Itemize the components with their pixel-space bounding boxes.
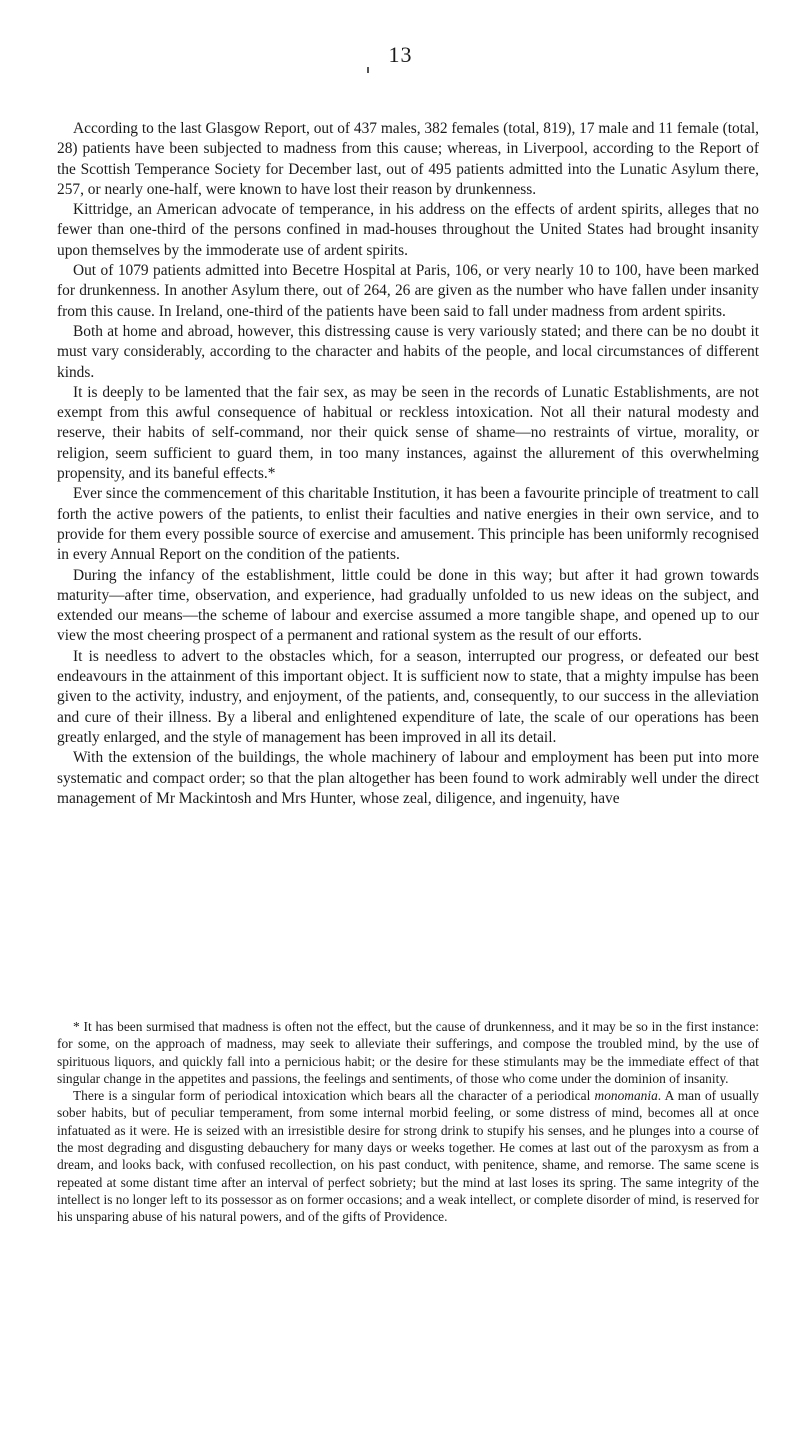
- stray-ink-mark: [367, 67, 369, 73]
- paragraph-glasgow-report: According to the last Glasgow Report, out of 437 males, 382 females (total, 819), 17 male and 11 female (total, 28) patients have been subjected to madness from this cause; whereas, in Liverpool, according to the Report of the Scottish Temperance Society for December last, out of 495 patients admitted into the Lunatic Asylum there, 257, or nearly one-half, were known to have lost their reason by drunkenness.: [57, 120, 759, 198]
- footnote-paragraph-1: * It has been surmised that madness is often not the effect, but the cause of drunkenness, and it may be so in the first instance: for some, on the approach of madness, may seek to alleviate their sufferings, and compose the troubled mind, by the use of spirituous liquors, and quickly fall into a pernicious habit; or the desire for these stimulants may be the immediate effect of that singular change in the appetites and passions, the feelings and sentiments, of those who come under the dominion of insanity.: [57, 1019, 759, 1086]
- footnote-text-before: There is a singular form of periodical intoxication which bears all the character of a periodical: [73, 1088, 595, 1104]
- paragraph-institution-principle: Ever since the commencement of this charitable Institution, it has been a favourite principle of treatment to call forth the active powers of the patients, to enlist their faculties and native energies in their own service, and to provide for them every possible source of exercise and amusement. This principle has been uniformly recognised in every Annual Report on the condition of the patients.: [57, 485, 759, 564]
- main-text: [57, 119, 759, 809]
- footnote-text-after: . A man of usually sober habits, but of peculiar temperament, from some internal morbid feeling, or some distress of mind, becomes all at once infatuated as it were. He is seized with an irresistible desire for strong drink to stupify his senses, and he plunges into a course of the most degrading and disgusting debauchery for many days or weeks together. He comes at last out of the paroxysm as from a dream, and looks back, with confused recollection, on his past conduct, with penitence, shame, and remorse. The same scene is repeated at some distant time after an interval of perfect sobriety; but the mind at last loses its spring. The same integrity of the intellect is no longer left to its possessor as on former occasions; and a weak intellect, or complete disorder of mind, is reserved for his unsparing abuse of his natural powers, and of the gifts of Providence.: [57, 1088, 759, 1225]
- paragraph-buildings-extension: With the extension of the buildings, the whole machinery of labour and employment has been put into more systematic and compact order; so that the plan altogether has been found to work admirably well under the direct management of Mr Mackintosh and Mrs Hunter, whose zeal, diligence, and ingenuity, have: [57, 749, 759, 807]
- paragraph-infancy: During the infancy of the establishment, little could be done in this way; but after it had grown towards maturity—after time, observation, and experience, had gradually unfolded to us new ideas on the subject, and extended our means—the scheme of labour and exercise assumed a more tangible shape, and opened up to our view the most cheering prospect of a permanent and rational system as the result of our efforts.: [57, 566, 759, 645]
- paragraph-obstacles: It is needless to advert to the obstacles which, for a season, interrupted our progress, or defeated our best endeavours in the attainment of this important object. It is sufficient now to state, that a mighty impulse has been given to the activity, industry, and enjoyment, of the patients, and, consequently, to our success in the alleviation and cure of their illness. By a liberal and enlightened expenditure of late, the scale of our operations has been greatly enlarged, and the style of management has been improved in all its detail.: [57, 647, 759, 746]
- paragraph-home-and-abroad: Both at home and abroad, however, this distressing cause is very variously stated; and there can be no doubt it must vary considerably, according to the character and habits of the people, and local circumstances of different kinds.: [57, 322, 759, 381]
- footnote-block: [57, 1018, 759, 1226]
- footnote-paragraph-2: [57, 1087, 759, 1225]
- page-number: 13: [388, 42, 413, 67]
- paragraph-becetre-hospital: Out of 1079 patients admitted into Becetre Hospital at Paris, 106, or very nearly 10 to 100, have been marked for drunkenness. In another Asylum there, out of 264, 26 are given as the number who have fallen under insanity from this cause. In Ireland, one-third of the patients have been said to fall under madness from ardent spirits.: [57, 262, 759, 320]
- paragraph-fair-sex: It is deeply to be lamented that the fair sex, as may be seen in the records of Lunatic Establishments, are not exempt from this awful consequence of habitual or reckless intoxication. Not all their natural modesty and reserve, their habits of self-command, nor their quick sense of shame—no restraints of virtue, morality, or religion, seem sufficient to guard them, in too many instances, against the allurement of this overwhelming propensity, and its baneful effects.*: [57, 383, 759, 483]
- footnote-italic-term: monomania: [594, 1088, 658, 1104]
- paragraph-kittridge: Kittridge, an American advocate of temperance, in his address on the effects of ardent spirits, alleges that no fewer than one-third of the persons confined in mad-houses throughout the United States had brought insanity upon themselves by the immoderate use of ardent spirits.: [57, 201, 759, 259]
